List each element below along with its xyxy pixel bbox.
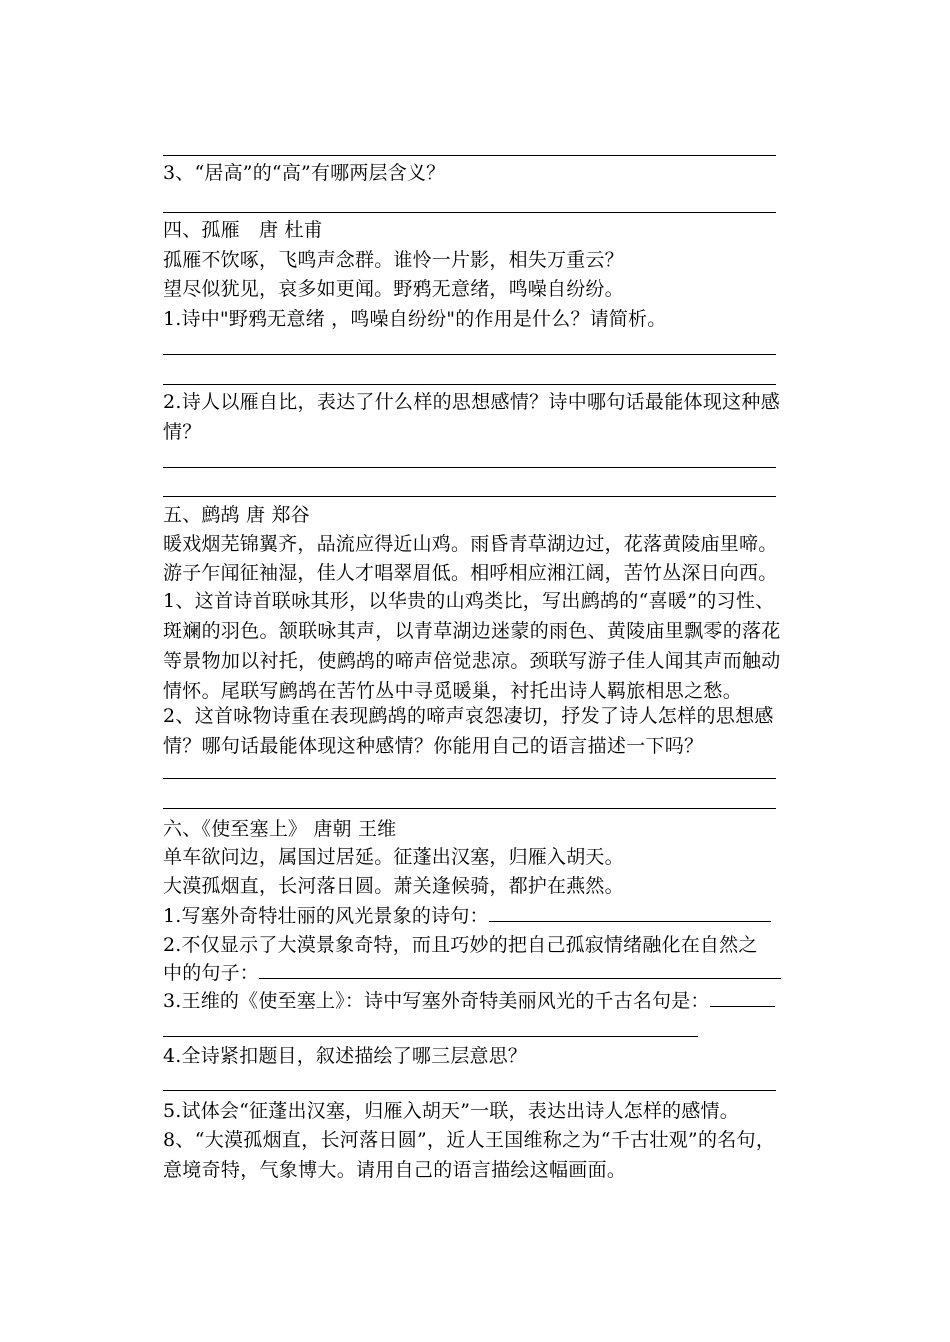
- section-6-question-2b-text: 中的句子：: [163, 962, 260, 984]
- question-3: 3、“居高”的“高”有哪两层含义？: [163, 162, 446, 184]
- section-5-poem-line-1: 暖戏烟芜锦翼齐，品流应得近山鸡。雨昏青草湖边过，花落黄陵庙里啼。: [163, 533, 778, 555]
- section-6-question-4: 4.全诗紧扣题目，叙述描绘了哪三层意思？: [163, 1045, 528, 1067]
- answer-line[interactable]: [163, 467, 776, 468]
- section-5-question-2: 2、这首咏物诗重在表现鹧鸪的啼声哀怨凄切，抒发了诗人怎样的思想感情？哪句话最能体现这种感情？你能用自己的语言描述一下吗？: [163, 705, 774, 757]
- answer-line[interactable]: [163, 212, 776, 213]
- answer-line[interactable]: [163, 808, 776, 809]
- section-6-question-5: 5.试体会“征蓬出汉塞，归雁入胡天”一联，表达出诗人怎样的感情。: [163, 1100, 739, 1122]
- answer-line[interactable]: [163, 354, 776, 355]
- section-4-question-2: 2.诗人以雁自比，表达了什么样的思想感情？诗中哪句话最能体现这种感情？: [163, 391, 781, 443]
- section-6-question-3-text: 3.王维的《使至塞上》：诗中写塞外奇特美丽风光的千古名句是：: [163, 990, 710, 1012]
- section-6-question-8: 8、“大漠孤烟直，长河落日圆”，近人王国维称之为“千古壮观”的名句，意境奇特，气象博大。请用自己的语言描绘这幅画面。: [163, 1129, 776, 1181]
- section-5-question-1: 1、这首诗首联咏其形，以华贵的山鸡类比，写出鹧鸪的“喜暖”的习性、斑斓的羽色。颔联咏其声，以青草湖边迷蒙的雨色、黄陵庙里飘零的落花等景物加以衬托，使鹧鸪的啼声倍觉悲凉。颈联写游子佳人闻其声而触动情怀。尾联写鹧鸪在苦竹丛中寻觅暖巢，衬托出诗人羁旅相思之愁。: [163, 590, 781, 702]
- section-4-poem-line-2: 望尽似犹见，哀多如更闻。野鸦无意绪，鸣噪自纷纷。: [163, 278, 624, 300]
- answer-line[interactable]: [163, 1090, 776, 1091]
- section-6-poem-line-2: 大漠孤烟直，长河落日圆。萧关逢候骑，都护在燕然。: [163, 875, 624, 897]
- section-4-title: 四、孤雁 唐 杜甫: [163, 219, 323, 241]
- section-5-title: 五、鹧鸪 唐 郑谷: [163, 504, 310, 526]
- answer-line[interactable]: [163, 155, 776, 156]
- section-6-poem-line-1: 单车欲问边，属国过居延。征蓬出汉塞，归雁入胡天。: [163, 846, 624, 868]
- section-5-poem-line-2: 游子乍闻征袖湿，佳人才唱翠眉低。相呼相应湘江阔，苦竹丛深日向西。: [163, 562, 778, 584]
- fill-blank[interactable]: [710, 986, 775, 1007]
- section-6-question-2b: [163, 958, 781, 988]
- section-4-poem-line-1: 孤雁不饮啄，飞鸣声念群。谁怜一片影，相失万重云？: [163, 249, 624, 271]
- section-4-question-1: 1.诗中"野鸦无意绪 ，鸣噪自纷纷"的作用是什么？请简析。: [163, 308, 667, 330]
- fill-blank[interactable]: [489, 901, 771, 922]
- fill-blank[interactable]: [259, 958, 781, 979]
- section-6-title: 六、《使至塞上》 唐朝 王维: [163, 818, 397, 840]
- answer-line[interactable]: [163, 384, 776, 385]
- section-6-question-1: [163, 901, 771, 931]
- section-6-question-2a: 2.不仅显示了大漠景象奇特，而且巧妙的把自己孤寂情绪融化在自然之: [163, 934, 758, 956]
- answer-line[interactable]: [163, 496, 776, 497]
- section-6-question-1-text: 1.写塞外奇特壮丽的风光景象的诗句：: [163, 905, 489, 927]
- answer-line[interactable]: [163, 1036, 698, 1037]
- answer-line[interactable]: [163, 778, 776, 779]
- section-6-question-3: [163, 986, 775, 1016]
